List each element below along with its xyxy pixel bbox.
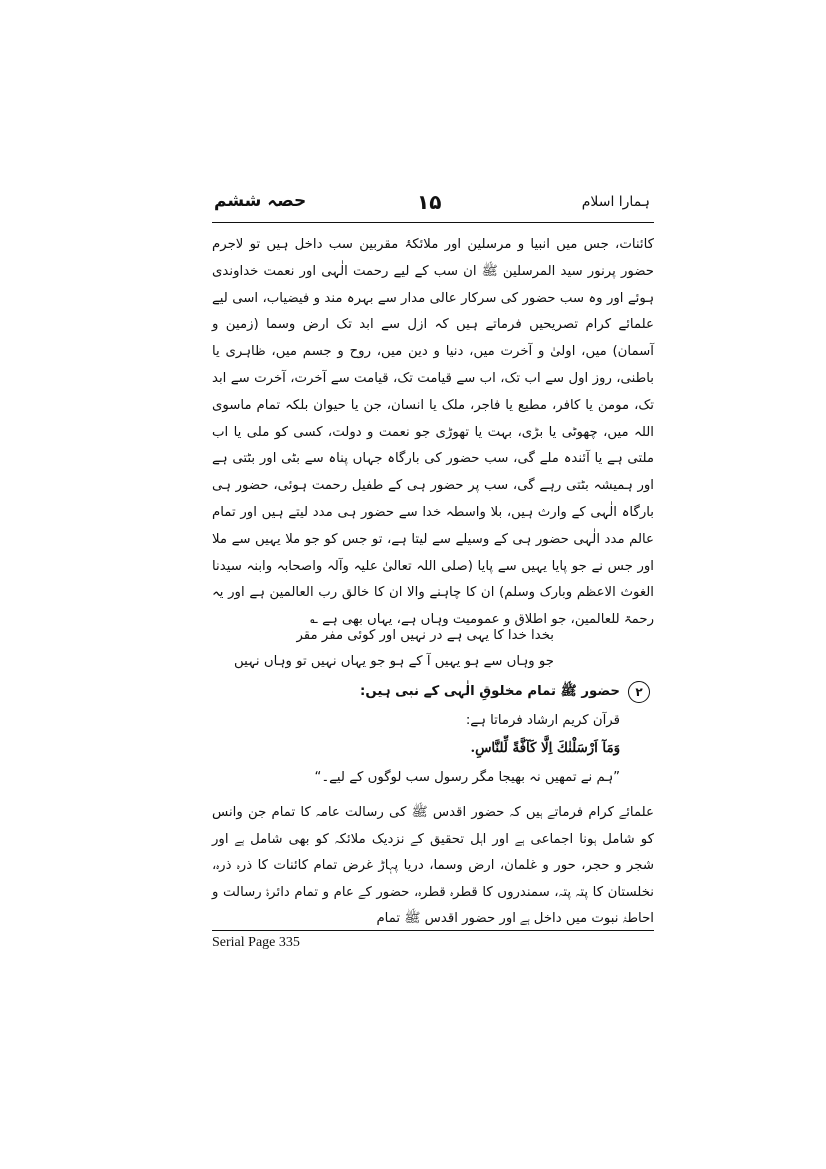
body-text bbox=[212, 232, 654, 634]
page-header bbox=[212, 188, 654, 223]
poetry-verse bbox=[212, 623, 654, 675]
ayah-translation: ”ہم نے تمھیں نہ بھیجا مگر رسول سب لوگوں کے لیے۔“ bbox=[314, 770, 620, 785]
section-2-paragraph: علمائے کرام فرماتے ہیں کہ حضور اقدس ﷺ کی رسالت عامہ کا تمام جن وانس کو شامل ہونا اجماعی ہے اور اہل تحقیق کے نزدیک ملائکہ کو بھی شامل ہے اور شجر و حجر، حور و غلمان، ارض وسما، دریا پہاڑ غرض تمام کائنات کا ذرہ ذرہ، نخلستان کا پتہ پتہ، سمندروں کا قطرہ قطرہ، حضور کے عام و تمام دائرۂ رسالت و احاطۂ نبوت میں داخل ہے اور حضور اقدس ﷺ تمام bbox=[212, 805, 654, 926]
page-footer bbox=[212, 930, 654, 950]
verse-line-1: بخدا خدا کا یہی ہے در نہیں اور کوئی مفر مقر bbox=[296, 628, 554, 643]
paragraph-1: کائنات، جس میں انبیا و مرسلین اور ملائکۂ مقربین سب داخل ہیں تو لاجرم حضور پرنور سید المرسلین ﷺ ان سب کے لیے رحمت الٰہی اور نعمت خداوندی ہوئے اور وہ سب حضور کی سرکار عالی مدار سے بہرہ مند و فیضیاب، اسی لیے علمائے کرام تصریحیں فرماتے ہیں کہ ازل سے ابد تک ارض وسما (زمین و آسمان) میں، اولیٰ و آخرت میں، دنیا و دین میں، روح و جسم میں، ظاہری یا باطنی، روز اول سے اب تک، اب سے قیامت تک، قیامت سے آخرت، آخرت سے ابد تک، مومن یا کافر، مطیع یا فاجر، ملک یا انسان، جن یا حیوان بلکہ تمام ماسوی اللہ میں، چھوٹی یا بڑی، بہت یا تھوڑی جو نعمت و دولت، کسی کو ملی یا اب ملتی ہے یا آئندہ ملے گی، سب حضور کی بارگاہ جہاں پناہ سے بٹی اور بٹتی ہے اور ہمیشہ بٹتی رہے گی، سب پر حضور ہی کے طفیل رحمت ہوئی، حضور ہی بارگاہ الٰہی کے وارث ہیں، بلا واسطہ خدا سے حضور ہی مدد لیتے ہیں اور تمام عالم مدد الٰہی حضور ہی کے وسیلے سے لیتا ہے، تو جس کو جو ملا یہیں سے ملا اور جس نے جو پایا یہیں سے پایا (صلی اللہ تعالیٰ علیہ وآلہ واصحابہ وابنہ سیدنا الغوث الاعظم وبارک وسلم) ان کا چاہنے والا ان کا خالق رب العالمین ہے اور یہ رحمۃ للعالمین، جو اطلاق و عمومیت وہاں ہے، یہاں بھی ہے ؎ bbox=[212, 237, 654, 628]
verse-line-2: جو وہاں سے ہو یہیں آ کے ہو جو یہاں نہیں تو وہاں نہیں bbox=[233, 654, 554, 669]
serial-page-label: Serial Page 335 bbox=[212, 935, 300, 950]
page-number: ۱۵ bbox=[417, 190, 442, 214]
quran-intro: قرآن کریم ارشاد فرماتا ہے: bbox=[465, 713, 620, 728]
part-label: حصہ ششم bbox=[214, 191, 307, 211]
quran-ayah: وَمَآ اَرْسَلْنٰكَ اِلَّا كَآفَّةً لِّلنَّاسِ. bbox=[470, 741, 620, 756]
section-heading: حضور ﷺ تمام مخلوقِ الٰہی کے نبی ہیں: bbox=[360, 684, 620, 699]
section-number-badge: ۲ bbox=[628, 681, 650, 703]
book-title: ہمارا اسلام bbox=[581, 194, 650, 210]
